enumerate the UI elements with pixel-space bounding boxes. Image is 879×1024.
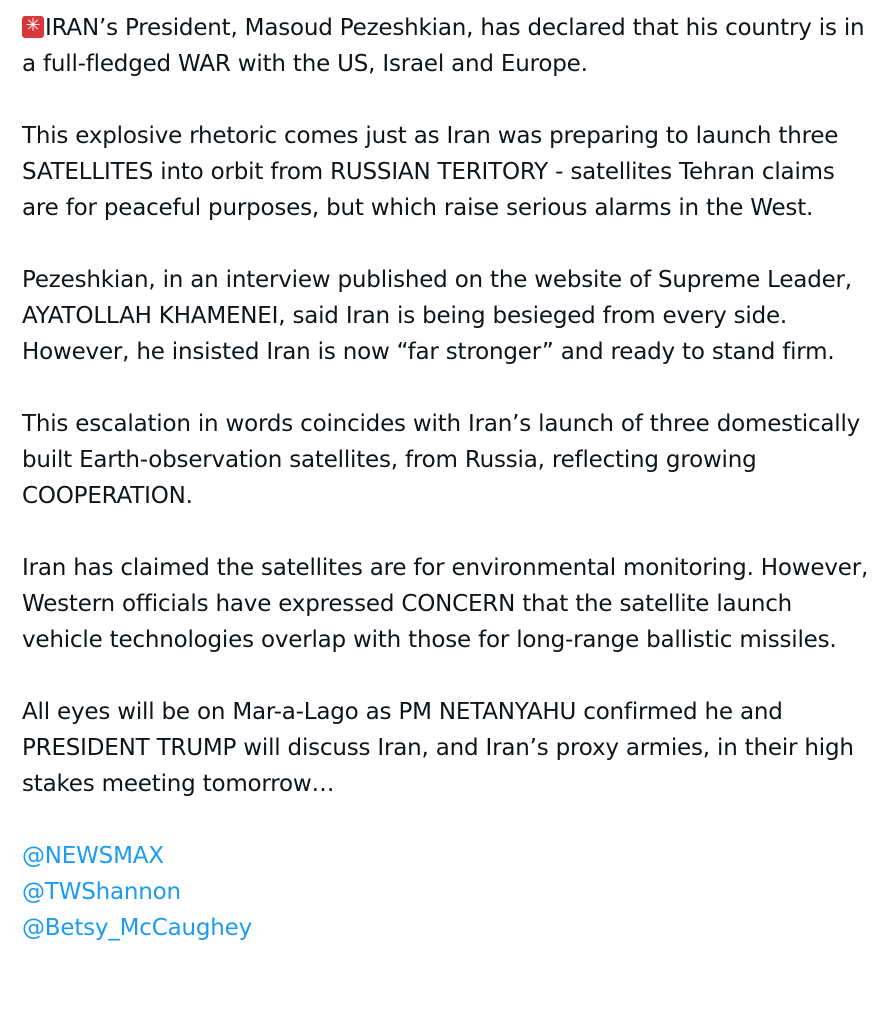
post-paragraph-5: Iran has claimed the satellites are for environmental monitoring. However, Western officials have expressed CONCERN that the satellite launch vehicle technologies overlap with those for long-range ballistic missiles. bbox=[22, 555, 869, 653]
post-body bbox=[22, 10, 874, 946]
post-paragraph-3: Pezeshkian, in an interview published on the website of Supreme Leader, AYATOLLAH KHAMENEI, said Iran is being besieged from every side. However, he insisted Iran is now “far stronger” and ready to stand firm. bbox=[22, 267, 852, 365]
mention-betsy-mccaughey-link[interactable]: @Betsy_McCaughey bbox=[22, 915, 253, 941]
mention-newsmax-link[interactable]: @NEWSMAX bbox=[22, 843, 164, 869]
mention-twshannon-link[interactable]: @TWShannon bbox=[22, 879, 181, 905]
post-paragraph-4: This escalation in words coincides with Iran’s launch of three domestically built Earth-observation satellites, from Russia, reflecting growing COOPERATION. bbox=[22, 411, 861, 509]
post-paragraph-6: All eyes will be on Mar-a-Lago as PM NETANYAHU confirmed he and PRESIDENT TRUMP will discuss Iran, and Iran’s proxy armies, in their high stakes meeting tomorrow… bbox=[22, 699, 854, 797]
siren-emoji-icon bbox=[22, 16, 44, 38]
post-paragraph-1 bbox=[22, 10, 874, 82]
post-paragraph-2: This explosive rhetoric comes just as Iran was preparing to launch three SATELLITES into orbit from RUSSIAN TERITORY - satellites Tehran claims are for peaceful purposes, but which raise serious alarms in the West. bbox=[22, 123, 839, 221]
paragraph-text: IRAN’s President, Masoud Pezeshkian, has declared that his country is in a full-fledged WAR with the US, Israel and Europe. bbox=[22, 15, 865, 77]
mention-list bbox=[22, 838, 874, 946]
